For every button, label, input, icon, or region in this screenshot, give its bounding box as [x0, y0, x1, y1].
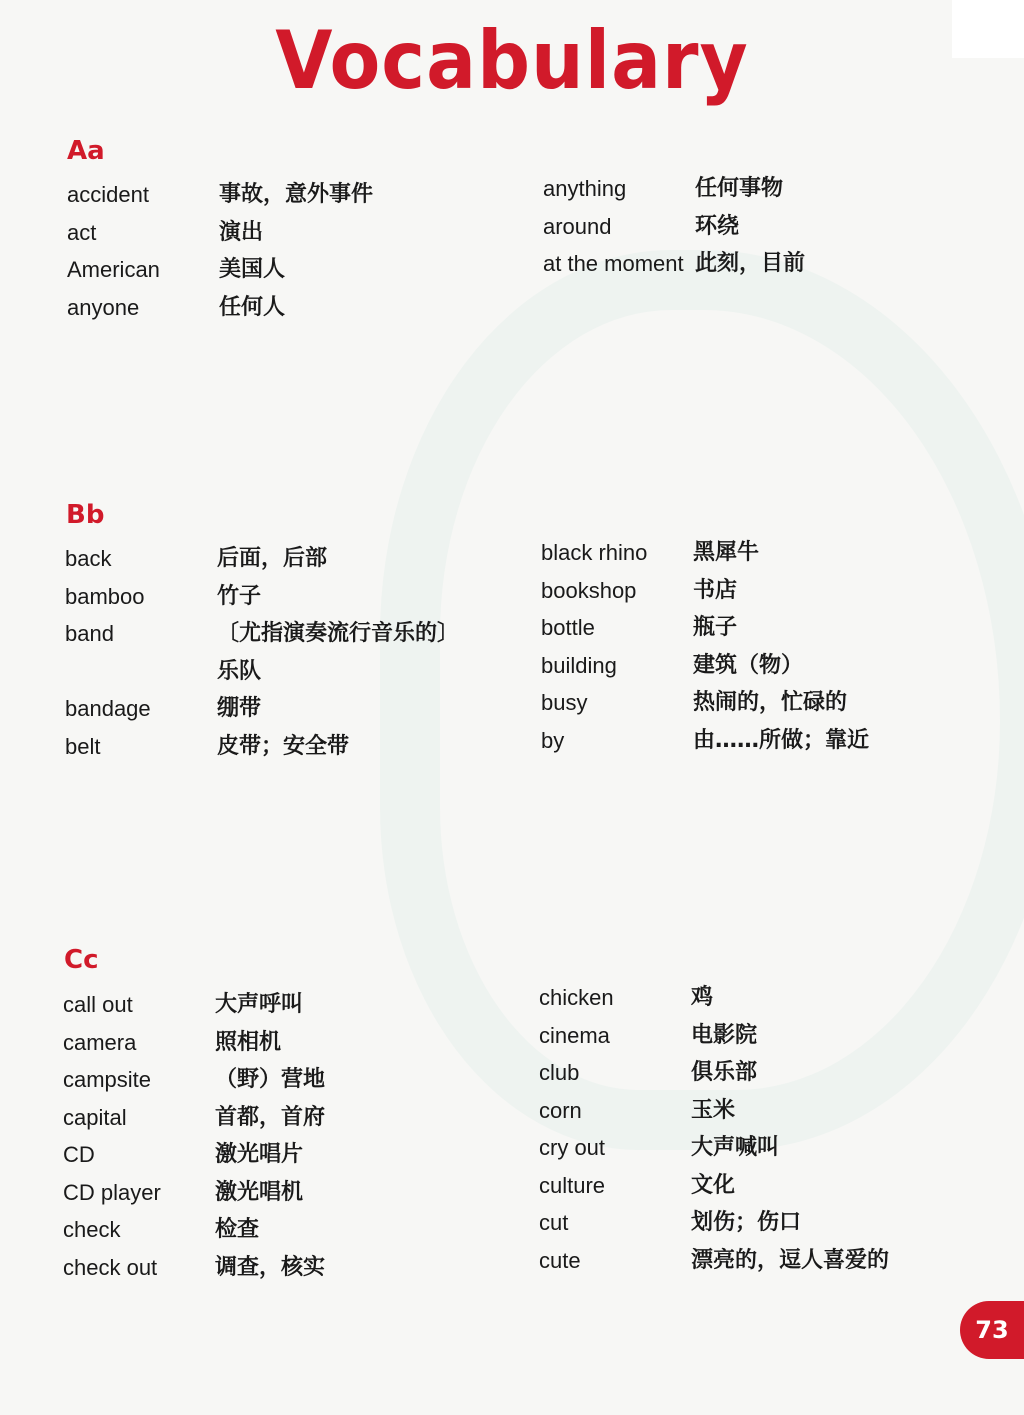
page-number-badge: 73: [960, 1301, 1024, 1359]
vocab-word: chicken: [539, 985, 614, 1010]
vocab-word: campsite: [63, 1067, 152, 1092]
vocab-entry: [539, 1129, 979, 1167]
vocab-entry: [67, 251, 467, 289]
vocab-entry: [63, 1099, 483, 1137]
vocab-meaning: 黑犀牛: [693, 540, 760, 565]
vocab-meaning: 竹子: [217, 583, 262, 609]
vocab-entry: [541, 647, 981, 685]
vocab-word: by: [541, 727, 565, 753]
vocab-meaning: 任何事物: [695, 176, 784, 201]
vocab-word: at the moment: [543, 251, 684, 276]
vocab-word: accident: [67, 182, 149, 207]
vocab-entry: [541, 609, 981, 647]
vocab-word: black rhino: [541, 540, 648, 565]
vocab-word: check out: [63, 1254, 158, 1280]
vocab-meaning: 大声喊叫: [691, 1135, 780, 1160]
vocab-meaning: 书店: [693, 577, 738, 603]
vocab-word: camera: [63, 1029, 137, 1055]
vocab-word: cut: [539, 1210, 569, 1235]
vocab-word: bamboo: [65, 583, 145, 609]
vocab-meaning: 事故，意外事件: [219, 182, 374, 207]
vocab-entry: [541, 572, 981, 610]
vocab-entry: [63, 986, 483, 1024]
vocab-word: bookshop: [541, 577, 637, 603]
vocab-meaning: 电影院: [691, 1022, 758, 1048]
vocab-entry: [65, 540, 505, 578]
vocab-meaning: 激光唱片: [215, 1142, 304, 1167]
vocab-word: CD player: [63, 1179, 161, 1205]
vocab-word: busy: [541, 690, 588, 715]
vocab-entry: [67, 289, 467, 327]
vocab-meaning: 鸡: [691, 985, 714, 1010]
vocab-meaning: 皮带；安全带: [217, 733, 350, 759]
vocab-word: back: [65, 546, 112, 571]
vocab-meaning: 划伤；伤口: [691, 1210, 802, 1235]
vocab-entry: [543, 208, 963, 246]
vocab-meaning: 激光唱机: [215, 1179, 304, 1205]
vocab-entry: [539, 1242, 979, 1280]
vocab-entry: [63, 1174, 483, 1212]
vocab-word: building: [541, 652, 617, 678]
vocab-meaning: 首都，首府: [215, 1104, 326, 1130]
vocab-entry: [63, 1061, 483, 1099]
vocab-meaning: 文化: [691, 1172, 736, 1198]
vocab-meaning: 任何人: [219, 294, 286, 320]
vocab-entry: [65, 615, 505, 653]
page-title: Vocabulary: [275, 14, 749, 108]
vocab-word: culture: [539, 1172, 606, 1198]
vocab-meaning: 热闹的，忙碌的: [693, 690, 848, 715]
vocab-meaning: 乐队: [217, 658, 262, 684]
vocab-meaning: 调查，核实: [215, 1254, 326, 1280]
vocab-word: American: [67, 257, 160, 282]
vocab-meaning: 〔尤指演奏流行音乐的〕: [217, 621, 460, 646]
vocab-entry: [63, 1024, 483, 1062]
vocab-word: call out: [63, 992, 133, 1017]
vocab-entry: [539, 1167, 979, 1205]
vocab-entry: [541, 684, 981, 722]
vocab-meaning: 美国人: [219, 257, 286, 282]
vocab-word: anyone: [67, 294, 140, 320]
vocab-entry: [65, 728, 505, 766]
vocab-word: bottle: [541, 615, 595, 640]
vocab-meaning: （野）营地: [215, 1067, 326, 1092]
section-letter-c: Cc: [64, 945, 99, 975]
section-b-right-column: [541, 534, 981, 759]
vocab-meaning: 俱乐部: [691, 1060, 758, 1085]
vocab-entry: [541, 722, 981, 760]
section-letter-b: Bb: [66, 500, 105, 530]
section-a-left-column: [67, 176, 467, 326]
vocab-word: act: [67, 219, 97, 245]
vocab-word: cute: [539, 1247, 581, 1273]
vocab-word: CD: [63, 1142, 95, 1167]
vocab-meaning: 由……所做；靠近: [693, 727, 870, 753]
vocab-word: anything: [543, 176, 627, 201]
vocab-meaning: 此刻，目前: [695, 251, 806, 276]
vocab-meaning: 瓶子: [693, 615, 738, 640]
vocab-meaning: 漂亮的，逗人喜爱的: [691, 1247, 890, 1273]
vocab-meaning: 照相机: [215, 1029, 282, 1055]
vocab-entry: [63, 1249, 483, 1287]
section-c-left-column: [63, 986, 483, 1286]
vocab-meaning: 检查: [215, 1217, 260, 1242]
vocab-word: band: [65, 621, 114, 646]
vocab-word: belt: [65, 733, 101, 759]
vocab-entry: [63, 1136, 483, 1174]
vocab-entry: [539, 1092, 979, 1130]
vocab-entry: [67, 176, 467, 214]
vocab-word: bandage: [65, 696, 151, 721]
vocab-entry: [65, 578, 505, 616]
vocab-entry: [63, 1211, 483, 1249]
vocab-entry: [541, 534, 981, 572]
vocab-meaning: 演出: [219, 219, 264, 245]
vocab-entry: [539, 1204, 979, 1242]
vocab-meaning: 大声呼叫: [215, 992, 304, 1017]
section-c-right-column: [539, 979, 979, 1279]
vocab-entry: [539, 1017, 979, 1055]
vocab-meaning: 玉米: [691, 1097, 736, 1123]
section-letter-a: Aa: [67, 136, 105, 166]
vocab-entry: [539, 979, 979, 1017]
vocab-meaning: 建筑（物）: [693, 652, 804, 678]
section-b-left-column: [65, 540, 505, 765]
vocab-entry: [65, 653, 505, 691]
vocab-word: capital: [63, 1104, 127, 1130]
vocab-meaning: 环绕: [695, 213, 740, 239]
vocab-meaning: 绷带: [217, 696, 262, 721]
vocab-entry: [543, 245, 963, 283]
vocab-word: cry out: [539, 1135, 606, 1160]
section-a-right-column: [543, 170, 963, 283]
vocab-word: corn: [539, 1097, 582, 1123]
vocab-entry: [543, 170, 963, 208]
vocab-word: club: [539, 1060, 580, 1085]
vocab-meaning: 后面，后部: [217, 546, 328, 571]
vocab-entry: [539, 1054, 979, 1092]
vocab-word: check: [63, 1217, 121, 1242]
vocab-entry: [65, 690, 505, 728]
vocab-entry: [67, 214, 467, 252]
vocab-word: around: [543, 213, 612, 239]
vocab-word: cinema: [539, 1022, 610, 1048]
